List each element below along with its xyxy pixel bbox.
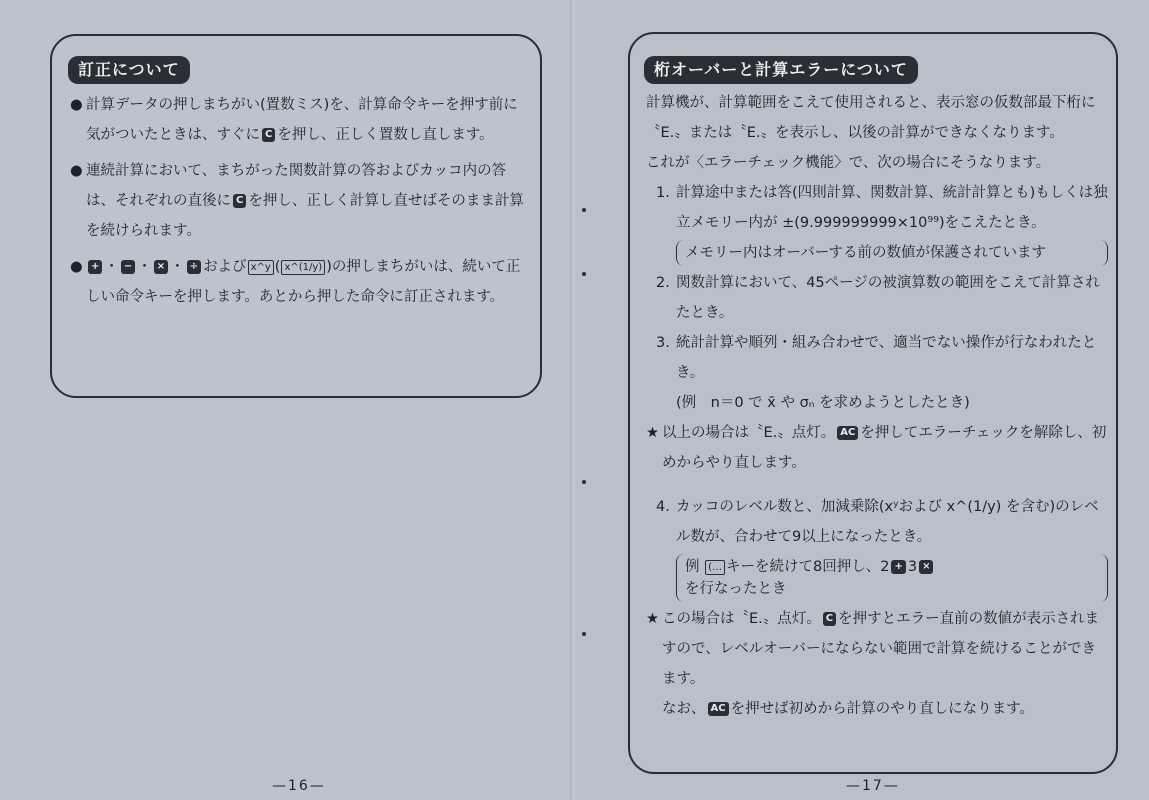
c-key-icon: C xyxy=(262,128,275,142)
intro-text: 計算機が、計算範囲をこえて使用されると、表示窓の仮数部最下桁に〝E.〟または〝E.〟を表示し、以後の計算ができなくなります。 xyxy=(646,95,1096,141)
list-item xyxy=(646,268,1108,328)
page-number: —16— xyxy=(272,778,326,794)
list-item xyxy=(70,90,530,150)
item-text: 計算データの押しまちがい(置数ミス)を、計算命令キーを押す前に気がついたときは、すぐに xyxy=(86,97,518,143)
final-text: を押せば初めから計算のやり直しになります。 xyxy=(730,701,1034,717)
item-number: 3. xyxy=(656,335,670,351)
item-text: 統計計算や順列・組み合わせで、適当でない操作が行なわれたとき。 xyxy=(676,335,1097,381)
list-item xyxy=(646,178,1108,266)
hole-mark xyxy=(582,632,586,636)
star-icon: ★ xyxy=(646,611,659,627)
item-text: 計算途中または答(四則計算、関数計算、統計計算とも)もしくは独立メモリー内が ±(9.999999999×10⁹⁹)をこえたとき。 xyxy=(676,185,1108,231)
correction-box xyxy=(50,34,542,398)
page-number: —17— xyxy=(846,778,900,794)
intro-text-2: これが〈エラーチェック機能〉で、次の場合にそうなります。 xyxy=(646,155,1051,171)
item-text: および xyxy=(203,259,247,275)
star-note xyxy=(646,418,1108,478)
star-icon: ★ xyxy=(646,425,659,441)
star-text-after: を押してエラーチェックを解除し、初めからやり直します。 xyxy=(662,425,1107,471)
list-item: ● + ・ − ・ × ・ ÷ および x^y ( x^(1/y) )の押しまちがいは、続いて正しい命令キーを押します。あとから押した命令に訂正されます。 xyxy=(70,252,530,312)
left-page xyxy=(0,0,572,800)
power-key-icon: x^y xyxy=(248,260,274,275)
c-key-icon: C xyxy=(233,194,246,208)
note-number: 3 xyxy=(907,559,918,575)
bullet: ● xyxy=(70,163,83,179)
item-note: メモリー内はオーバーする前の数値が保護されています xyxy=(676,240,1108,266)
ac-key-icon: AC xyxy=(837,426,858,440)
ac-key-icon: AC xyxy=(708,702,729,716)
final-pre: なお、 xyxy=(662,701,706,717)
multiply-key-icon: × xyxy=(919,560,933,574)
hole-mark xyxy=(582,480,586,484)
item-note xyxy=(676,554,1108,602)
paren-key-icon: (… xyxy=(705,560,725,575)
bullet: ● xyxy=(70,259,83,275)
error-content xyxy=(646,88,1108,724)
final-note xyxy=(646,694,1108,724)
c-key-icon: C xyxy=(823,612,836,626)
hole-mark xyxy=(582,272,586,276)
minus-key-icon: − xyxy=(121,260,135,274)
star-note xyxy=(646,604,1108,694)
item-text-after: の押しまちがいは、続いて正しい命令キーを押します。あとから押した命令に訂正されます。 xyxy=(86,259,521,305)
note-example: 例 xyxy=(685,559,700,575)
hole-mark xyxy=(582,208,586,212)
plus-key-icon: + xyxy=(891,560,905,574)
right-page xyxy=(576,0,1149,800)
correction-content xyxy=(70,90,530,318)
note-text: キーを続けて8回押し、2 xyxy=(726,559,890,575)
item-text-after: を押し、正しく置数し直します。 xyxy=(277,127,494,143)
root-key-icon: x^(1/y) xyxy=(281,260,325,275)
star-text-after: を押すとエラー直前の数値が表示されますので、レベルオーバーにならない範囲で計算を続けることができます。 xyxy=(662,611,1100,687)
spacer xyxy=(646,478,1108,492)
star-text: この場合は〝E.〟点灯。 xyxy=(662,611,821,627)
item-text: カッコのレベル数と、加減乗除(xʸおよび x^(1/y) を含む)のレベル数が、合わせて9以上になったとき。 xyxy=(676,499,1099,545)
error-box xyxy=(628,32,1118,774)
note-after: を行なったとき xyxy=(685,581,787,597)
list-item xyxy=(646,328,1108,418)
multiply-key-icon: × xyxy=(154,260,168,274)
correction-title: 訂正について xyxy=(68,56,190,84)
bullet: ● xyxy=(70,97,83,113)
error-title: 桁オーバーと計算エラーについて xyxy=(644,56,918,84)
divide-key-icon: ÷ xyxy=(187,260,201,274)
item-number: 1. xyxy=(656,185,670,201)
item-note: (例 n＝0 で x̄ や σₙ を求めようとしたとき) xyxy=(676,395,970,411)
item-text: 関数計算において、45ページの被演算数の範囲をこえて計算されたとき。 xyxy=(676,275,1100,321)
list-item xyxy=(70,156,530,246)
item-text: 連続計算において、まちがった関数計算の答およびカッコ内の答は、それぞれの直後に xyxy=(86,163,507,209)
plus-key-icon: + xyxy=(88,260,102,274)
list-item xyxy=(646,492,1108,602)
item-number: 2. xyxy=(656,275,670,291)
item-text-after: を押し、正しく計算し直せばそのまま計算を続けられます。 xyxy=(86,193,524,239)
item-number: 4. xyxy=(656,499,670,515)
star-text: 以上の場合は〝E.〟点灯。 xyxy=(662,425,836,441)
